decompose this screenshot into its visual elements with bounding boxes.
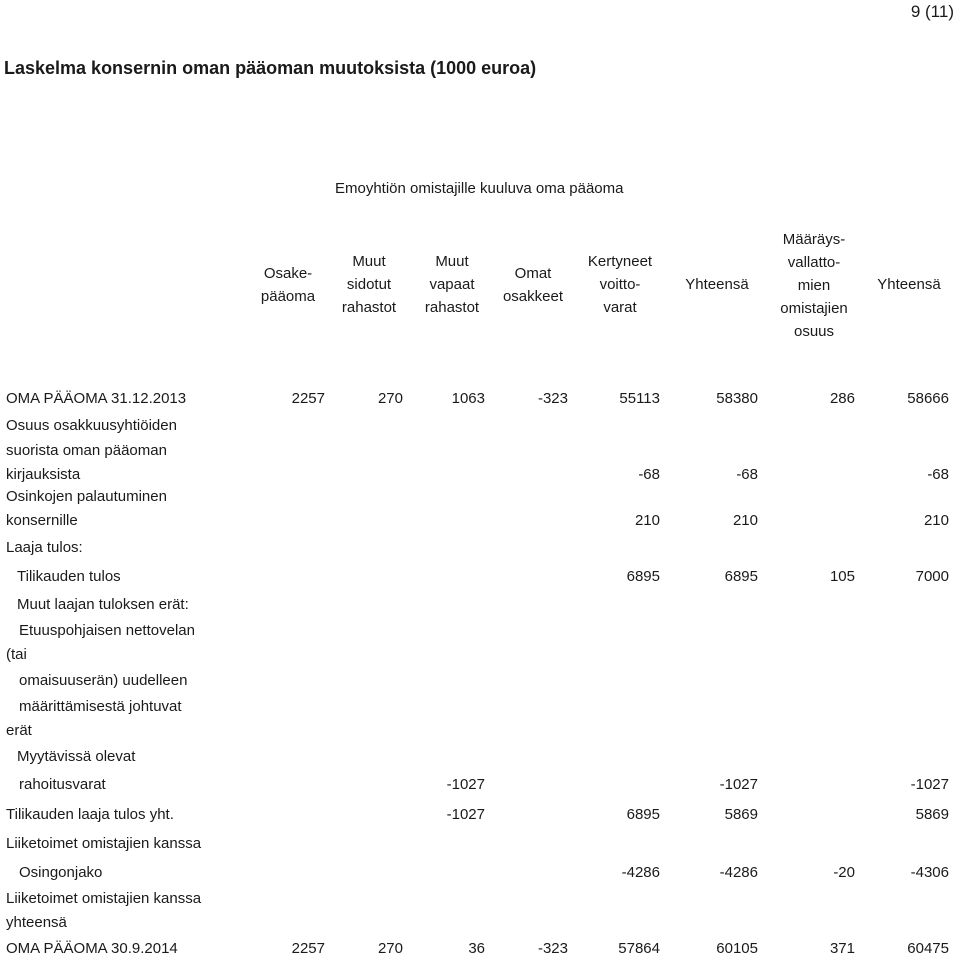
- column-header-omat-osakkeet: Omat osakkeet: [502, 265, 564, 305]
- table-cell: -1027: [910, 776, 949, 793]
- table-cell: 1063: [451, 390, 485, 407]
- table-cell: -4286: [621, 864, 660, 881]
- table-cell: 105: [829, 568, 855, 585]
- table-cell: 210: [732, 512, 758, 529]
- table-cell: 57864: [618, 940, 660, 957]
- row-label-oma-paaoma-2013: OMA PÄÄOMA 31.12.2013: [6, 390, 187, 407]
- row-label: Etuuspohjaisen nettovelan: [19, 622, 195, 639]
- row-label: määrittämisestä johtuvat: [19, 698, 182, 715]
- row-label: Laaja tulos:: [6, 539, 83, 556]
- table-cell: -4306: [910, 864, 949, 881]
- row-label: yhteensä: [6, 914, 67, 931]
- column-header-yhteensa: Yhteensä: [685, 276, 749, 293]
- row-label: Tilikauden tulos: [17, 568, 121, 585]
- table-cell: 7000: [915, 568, 949, 585]
- row-label: Liiketoimet omistajien kanssa: [6, 890, 202, 907]
- row-label: Liiketoimet omistajien kanssa: [6, 835, 202, 852]
- table-cell: -68: [736, 466, 758, 483]
- table-cell: -323: [537, 390, 568, 407]
- row-label: erät: [6, 722, 32, 739]
- row-label: rahoitusvarat: [19, 776, 106, 793]
- row-label: Osinkojen palautuminen: [6, 488, 167, 505]
- document-title: Laskelma konsernin oman pääoman muutoksista (1000 euroa): [4, 58, 537, 78]
- table-cell: 36: [468, 940, 485, 957]
- row-label: Muut laajan tuloksen erät:: [17, 596, 189, 613]
- table-cell: 210: [634, 512, 660, 529]
- table-cell: -323: [537, 940, 568, 957]
- table-cell: -4286: [719, 864, 758, 881]
- row-label: omaisuuserän) uudelleen: [19, 672, 188, 689]
- row-label-oma-paaoma-2014: OMA PÄÄOMA 30.9.2014: [6, 940, 178, 957]
- table-cell: -20: [833, 864, 855, 881]
- table-cell: 5869: [915, 806, 949, 823]
- column-header-muut-sidotut-rahastot: Muut sidotut rahastot: [341, 253, 397, 316]
- row-label: Osuus osakkuusyhtiöiden: [6, 417, 177, 434]
- table-cell: 210: [923, 512, 949, 529]
- table-cell: 60105: [716, 940, 758, 957]
- table-cell: 286: [829, 390, 855, 407]
- row-label: Myytävissä olevat: [17, 748, 136, 765]
- table-cell: 6895: [626, 568, 660, 585]
- table-cell: -68: [927, 466, 949, 483]
- table-cell: 270: [377, 940, 403, 957]
- column-header-maaraysvallattomien-osuus: Määräys- vallatto- mien omistajien osuus: [780, 231, 848, 340]
- table-cell: 270: [377, 390, 403, 407]
- table-cell: -1027: [446, 806, 485, 823]
- table-cell: 2257: [291, 940, 325, 957]
- table-cell: 55113: [619, 390, 660, 407]
- row-label: (tai: [6, 646, 27, 663]
- table-cell: 58380: [716, 390, 758, 407]
- table-cell: 5869: [724, 806, 758, 823]
- row-label: konsernille: [6, 512, 78, 529]
- table-cell: 371: [829, 940, 855, 957]
- group-header: Emoyhtiön omistajille kuuluva oma pääoma: [335, 180, 624, 197]
- table-cell: 6895: [724, 568, 758, 585]
- page-number: 9 (11): [910, 2, 954, 21]
- table-cell: 6895: [626, 806, 660, 823]
- table-cell: -1027: [446, 776, 485, 793]
- column-header-muut-vapaat-rahastot: Muut vapaat rahastot: [424, 253, 480, 316]
- row-label: kirjauksista: [6, 466, 81, 483]
- row-label: Tilikauden laaja tulos yht.: [6, 806, 174, 823]
- column-header-osakepaaoma: Osake- pääoma: [260, 265, 316, 305]
- table-cell: 60475: [907, 940, 949, 957]
- row-label: suorista oman pääoman: [6, 442, 167, 459]
- row-label: Osingonjako: [19, 864, 103, 881]
- table-cell: -68: [638, 466, 660, 483]
- table-cell: 58666: [907, 390, 949, 407]
- column-header-yhteensa-total: Yhteensä: [877, 276, 941, 293]
- column-header-kertyneet-voittovarat: Kertyneet voitto- varat: [587, 253, 653, 316]
- table-cell: -1027: [719, 776, 758, 793]
- table-cell: 2257: [291, 390, 325, 407]
